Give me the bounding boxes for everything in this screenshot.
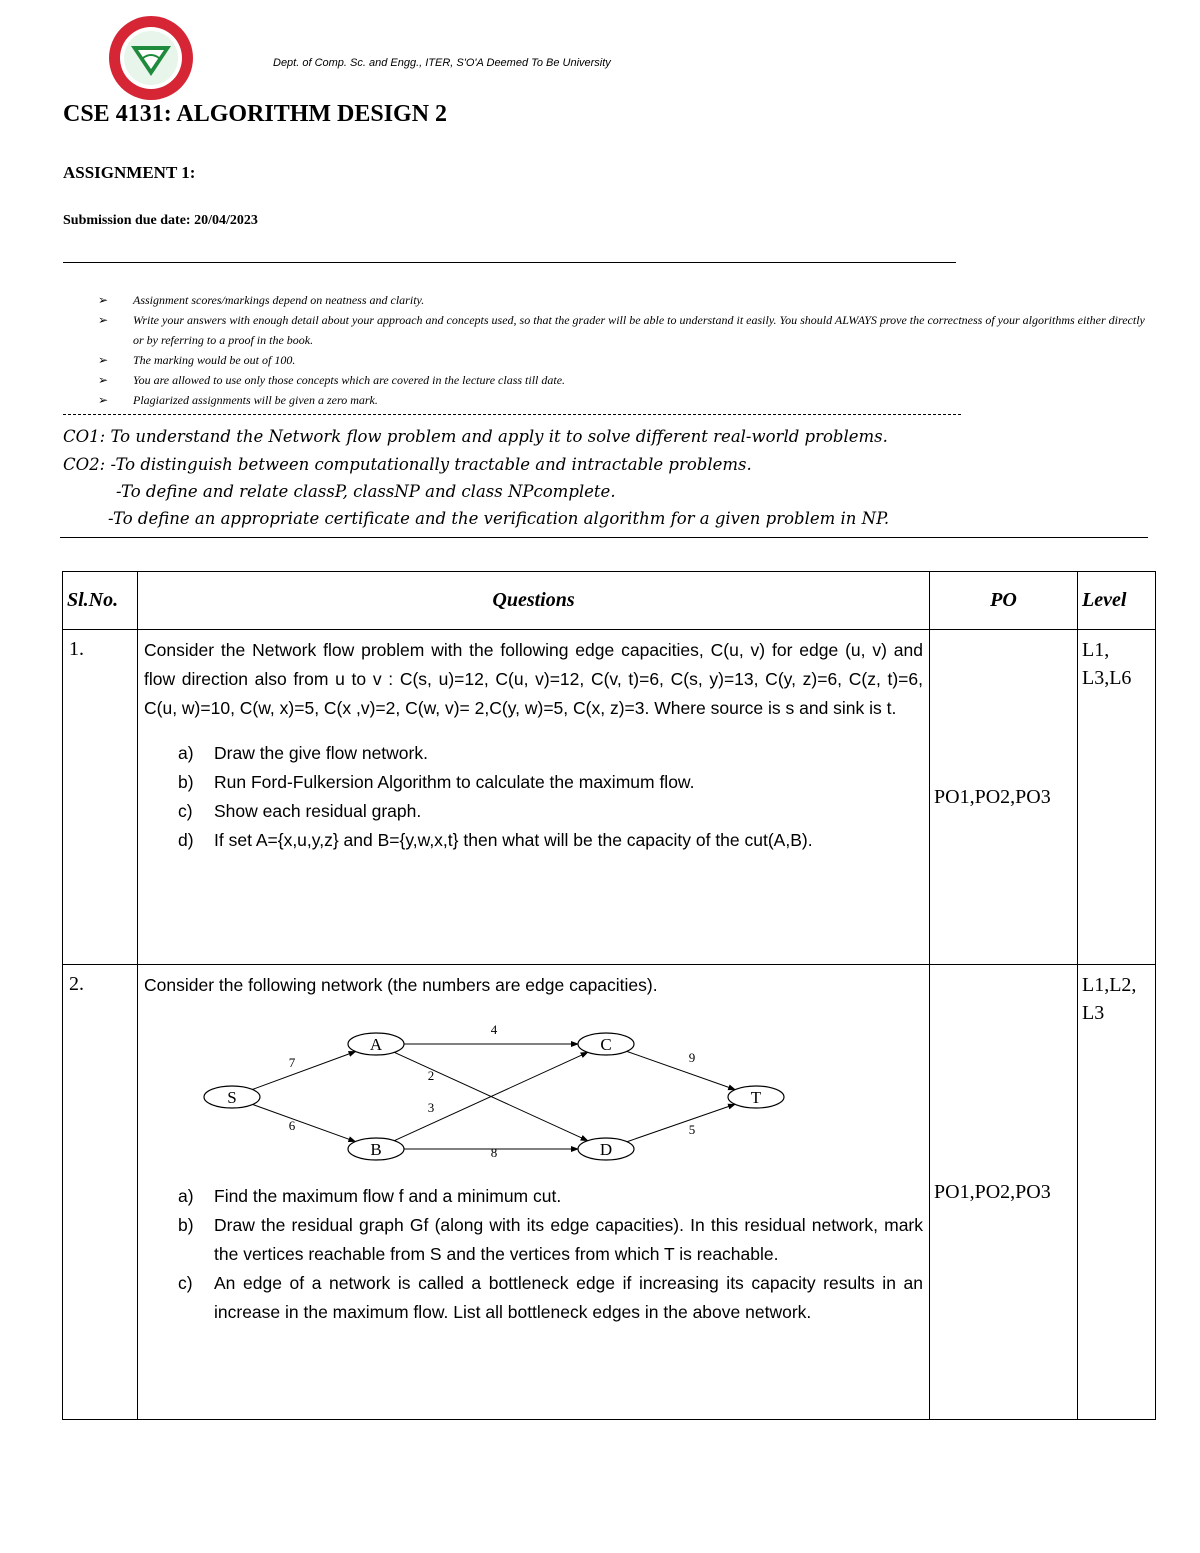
instruction-item: ➢ Assignment scores/markings depend on neatness and clarity. (98, 290, 1158, 310)
edge-s-b (253, 1104, 356, 1141)
edge-capacity-label: 7 (288, 1055, 296, 1070)
divider (63, 262, 956, 263)
university-logo (107, 14, 195, 102)
question-1 (138, 630, 930, 965)
due-date: Submission due date: 20/04/2023 (63, 213, 258, 228)
edge-capacity-label: 2 (427, 1068, 435, 1083)
question-2-text: Consider the following network (the numbers are edge capacities). (144, 975, 658, 995)
edge-capacity-label: 5 (688, 1122, 696, 1137)
edge-capacity-label: 3 (427, 1100, 435, 1115)
node-label: A (369, 1035, 383, 1054)
instruction-item: ➢ Write your answers with enough detail about your approach and concepts used, so that the grader will be able to understand it easily. You should ALWAYS prove the correctness of your algorithms either directly or by referring to a proof in the book. (98, 310, 1158, 350)
arrow-bullet-icon: ➢ (98, 313, 109, 327)
po-value: PO1,PO2,PO3 (930, 965, 1078, 1420)
list-item: c) An edge of a network is called a bottleneck edge if increasing its capacity results in an increase in the maximum flow. List all bottleneck edges in the above network. (178, 1273, 923, 1322)
question-2-parts (144, 1182, 923, 1327)
course-outcome-2: CO2: -To distinguish between computationally tractable and intractable problems. (63, 455, 752, 474)
list-item: b) Run Ford-Fulkersion Algorithm to calculate the maximum flow. (178, 772, 695, 792)
course-outcome-2c: -To define an appropriate certificate and the verification algorithm for a given problem in NP. (108, 509, 890, 528)
header-slno: Sl.No. (63, 572, 138, 630)
edge-capacity-label: 6 (288, 1118, 296, 1133)
po-value: PO1,PO2,PO3 (930, 630, 1078, 965)
instruction-item: ➢ You are allowed to use only those concepts which are covered in the lecture class till date. (98, 370, 1158, 390)
arrow-bullet-icon: ➢ (98, 373, 109, 387)
network-graph (194, 1012, 794, 1162)
node-label: C (600, 1035, 612, 1054)
department-line: Dept. of Comp. Sc. and Engg., ITER, S'O'A Deemed To Be University (273, 57, 611, 69)
list-item: a) Draw the give flow network. (178, 743, 428, 763)
edge-s-a (252, 1052, 355, 1090)
table-header-row (63, 572, 1156, 630)
node-label: T (750, 1088, 762, 1107)
edge-capacity-label: 4 (490, 1022, 498, 1037)
dashed-divider (63, 414, 961, 415)
table-row (63, 965, 1156, 1420)
course-outcome-2b: -To define and relate classP, classNP and class NPcomplete. (116, 482, 616, 501)
question-1-parts (144, 739, 923, 855)
questions-table (62, 571, 1156, 1420)
assignment-heading: ASSIGNMENT 1: (63, 163, 196, 182)
question-2 (138, 965, 930, 1420)
header-po: PO (930, 572, 1078, 630)
list-item: a) Find the maximum flow f and a minimum cut. (178, 1186, 562, 1206)
node-label: S (227, 1088, 237, 1107)
question-number: 2. (63, 965, 138, 1420)
course-outcome-1: CO1: To understand the Network flow problem and apply it to solve different real-world problems. (63, 427, 888, 446)
list-item: d) If set A={x,u,y,z} and B={y,w,x,t} then what will be the capacity of the cut(A,B). (178, 830, 813, 850)
node-label: B (370, 1140, 382, 1159)
course-title: CSE 4131: ALGORITHM DESIGN 2 (63, 101, 448, 127)
divider (60, 537, 1148, 538)
level-value: L1,L2, L3 (1078, 965, 1156, 1420)
edge-capacity-label: 9 (688, 1050, 696, 1065)
list-item: b) Draw the residual graph Gf (along with its edge capacities). In this residual network, mark the vertices reachable from S and the vertices from which T is reachable. (178, 1215, 923, 1264)
edge-capacity-label: 8 (490, 1145, 498, 1160)
arrow-bullet-icon: ➢ (98, 293, 109, 307)
instruction-list (98, 290, 1158, 410)
table-row (63, 630, 1156, 965)
question-number: 1. (63, 630, 138, 965)
arrow-bullet-icon: ➢ (98, 393, 109, 407)
question-1-text: Consider the Network flow problem with the following edge capacities, C(u, v) for edge (u, v) and flow direction also from u to v : C(s, u)=12, C(u, v)=12, C(v, t)=6, C(s, y)=13, C(y, z)=6, C(z, t)=6, C(u, w)=10, C(w, x)=5, C(x ,v)=2, C(w, v)= 2,C(y, w)=5, C(x, z)=3. Where source is s and sink is t. (144, 640, 923, 718)
arrow-bullet-icon: ➢ (98, 353, 109, 367)
instruction-item: ➢ Plagiarized assignments will be given a zero mark. (98, 390, 1158, 410)
instruction-item: ➢ The marking would be out of 100. (98, 350, 1158, 370)
level-value: L1, L3,L6 (1078, 630, 1156, 965)
edge-d-t (627, 1104, 735, 1141)
header-level: Level (1078, 572, 1156, 630)
edge-c-t (627, 1051, 735, 1089)
header-questions: Questions (138, 572, 930, 630)
node-label: D (599, 1140, 613, 1159)
list-item: c) Show each residual graph. (178, 801, 422, 821)
